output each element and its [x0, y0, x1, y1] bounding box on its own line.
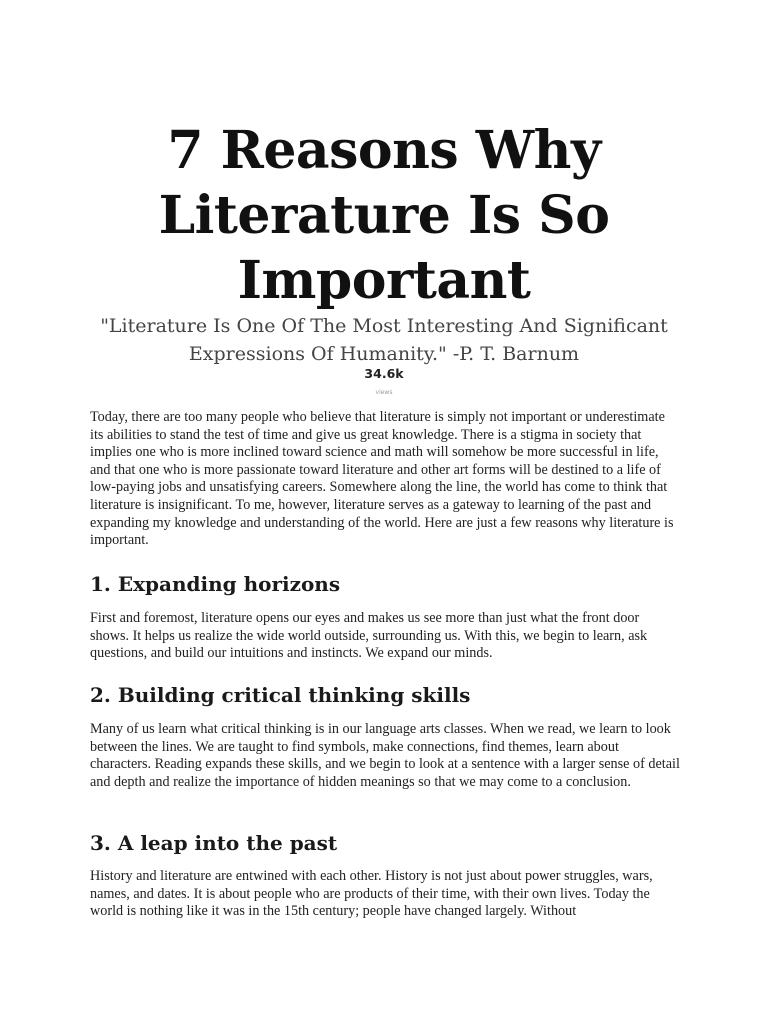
- section-body-leap-into-past: History and literature are entwined with each other. History is not just about power struggles, wars, names, and dates. It is about people who are products of their time, with their own lives. Today the world is nothing like it was in the 15th century; people have changed largely. Without: [90, 868, 653, 920]
- section-heading-expanding-horizons: 1. Expanding horizons: [90, 572, 341, 596]
- section-heading-critical-thinking: 2. Building critical thinking skills: [90, 683, 471, 707]
- views-count: 34.6k: [364, 366, 404, 381]
- article-title: 7 Reasons Why Literature Is So Important: [158, 120, 610, 311]
- article-subtitle: "Literature Is One Of The Most Interesting And Significant Expressions Of Humanity." -P. T. Barnum: [100, 315, 668, 365]
- section-body-expanding-horizons: First and foremost, literature opens our eyes and makes us see more than just what the front door shows. It helps us realize the wide world outside, surrounding us. With this, we begin to learn, ask questions, and build our intuitions and instincts. We expand our minds.: [90, 610, 648, 662]
- section-body-critical-thinking: Many of us learn what critical thinking is in our language arts classes. When we read, we learn to look between the lines. We are taught to find symbols, make connections, find themes, learn about characters. Reading expands these skills, and we begin to look at a sentence with a larger sense of detail and depth and realize the importance of hidden meanings so that we may come to a conclusion.: [90, 721, 680, 790]
- intro-paragraph: Today, there are too many people who believe that literature is simply not important or underestimate its abilities to stand the test of time and give us great knowledge. There is a stigma in society that implies one who is more inclined toward science and math will somehow be more successful in life, and that one who is more passionate toward literature and other art forms will be destined to a life of low-paying jobs and unsatisfying careers. Somewhere along the line, the world has come to think that literature is insignificant. To me, however, literature serves as a gateway to learning of the past and expanding my knowledge and understanding of the world. Here are just a few reasons why literature is important.: [90, 409, 674, 549]
- section-heading-leap-into-past: 3. A leap into the past: [90, 831, 338, 855]
- views-label: views: [375, 389, 393, 396]
